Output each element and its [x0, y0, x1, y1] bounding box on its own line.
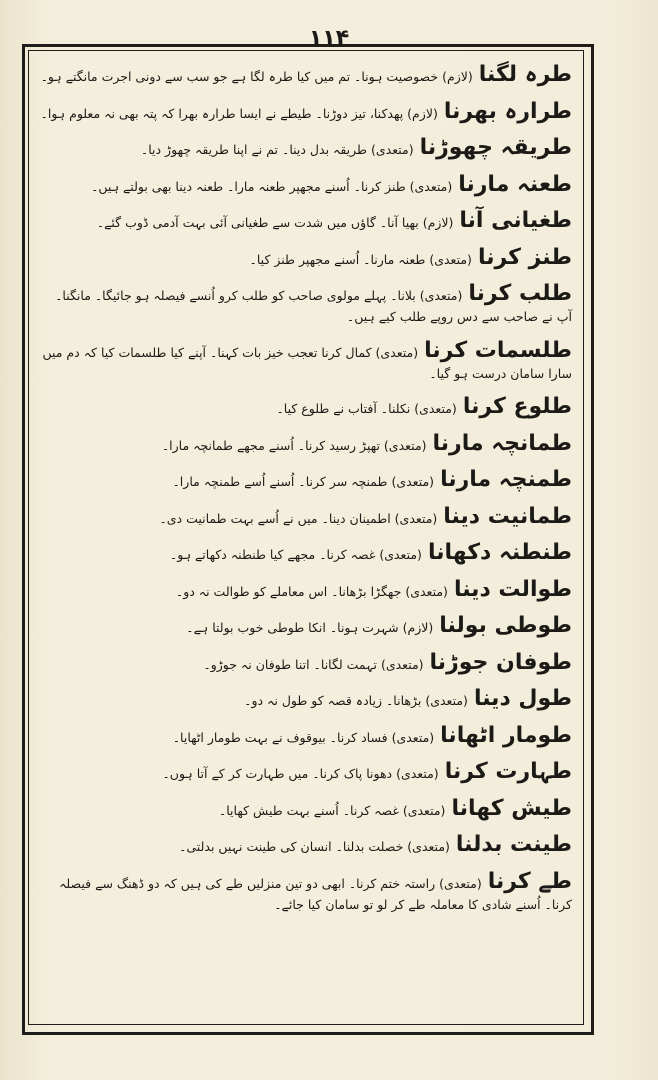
entry: [40, 281, 572, 327]
entry: [40, 504, 572, 530]
entry-headword: طمانیت دینا: [443, 503, 572, 529]
entry-definition: (لازم) شہرت ہونا۔ انکا طوطی خوب بولتا ہے۔: [186, 620, 434, 635]
entry-definition: (لازم) خصوصیت ہونا۔ تم میں کیا طرہ لگا ہے جو سب سے دونی اجرت مانگتے ہو۔: [40, 69, 473, 84]
entry-definition: (متعدی) بلانا۔ پہلے مولوی صاحب کو طلب کرو اُنسے فیصلہ ہو جائیگا۔ مانگنا۔ آپ نے صاحب سے دس روپے طلب کیے ہیں۔: [55, 288, 572, 324]
entry-headword: طمانچہ مارنا: [432, 430, 572, 456]
entry-headword: طغیانی آنا: [459, 208, 572, 233]
entry-headword: طیش کھانا: [451, 795, 572, 821]
entry: [40, 135, 572, 161]
entry-headword: طمنچہ مارنا: [440, 467, 572, 492]
entry-definition: (متعدی) دھونا پاک کرنا۔ میں طہارت کر کے آتا ہوں۔: [162, 766, 439, 781]
entry: [40, 431, 572, 457]
entry-definition: (متعدی) طنز کرنا۔ اُسنے مجھپر طعنہ مارا۔ طعنہ دینا بھی بولتے ہیں۔: [91, 178, 453, 194]
entry-definition: (متعدی) فساد کرنا۔ بیوقوف نے بہت طومار اٹھایا۔: [172, 729, 435, 745]
entry: [40, 723, 572, 749]
entry: [40, 208, 572, 234]
entry-headword: طے کرنا: [487, 868, 572, 894]
entry-definition: (متعدی) غصہ کرنا۔ مجھے کیا طنطنہ دکھاتے ہو۔: [169, 547, 422, 562]
entry-headword: طہارت کرنا: [444, 759, 572, 784]
entry-headword: طوفان جوڑنا: [429, 649, 572, 675]
entry-headword: طرہ لگنا: [478, 62, 572, 87]
entry: [40, 650, 572, 676]
entry-definition: (متعدی) خصلت بدلنا۔ انسان کی طینت نہیں بدلتی۔: [179, 839, 450, 854]
entry: [40, 869, 572, 915]
entry: [40, 467, 572, 493]
entry-headword: طرارہ بھرنا: [443, 98, 572, 124]
entry-definition: (متعدی) نکلنا۔ آفتاب نے طلوع کیا۔: [276, 401, 457, 416]
entry: [40, 172, 572, 198]
entry-definition: (لازم) پھدکنا، تیز دوڑنا۔ طیطے نے ایسا طرارہ بھرا کہ پتہ بھی نہ معلوم ہوا۔: [40, 105, 438, 121]
entry-definition: (لازم) بھیا آنا۔ گاؤں میں شدت سے طغیانی آئی بہت آدمی ڈوب گئے۔: [96, 215, 454, 230]
entry-definition: (متعدی) راستہ ختم کرنا۔ ابھی دو تین منزلیں طے کی ہیں کہ دو ڈھنگ سے فیصلہ کرنا۔ اُسنے شادی کا معاملہ طے کر لو تو سامان کیا جائے۔: [59, 875, 572, 912]
entry-definition: (متعدی) طمنچہ سر کرنا۔ اُسنے اُسے طمنچہ مارا۔: [172, 474, 435, 489]
entry-headword: طوالت دینا: [453, 576, 572, 602]
entry-definition: (متعدی) اطمینان دینا۔ میں نے اُسے بہت طمانیت دی۔: [159, 510, 438, 526]
entry-headword: طلب کرنا: [468, 281, 572, 306]
entry: [40, 62, 572, 88]
entry-headword: طنز کرنا: [477, 244, 572, 270]
entry-definition: (متعدی) تہمت لگانا۔ اتنا طوفان نہ جوڑو۔: [203, 656, 424, 672]
entry: [40, 686, 572, 712]
entry-definition: (متعدی) غصہ کرنا۔ اُسنے بہت طیش کھایا۔: [218, 802, 446, 818]
entry-headword: طول دینا: [473, 686, 572, 711]
entry-definition: (متعدی) تھپڑ رسید کرنا۔ اُسنے مجھے طمانچہ مارا۔: [161, 437, 427, 453]
entry-headword: طلسمات کرنا: [424, 337, 572, 363]
entry: [40, 245, 572, 271]
entry: [40, 613, 572, 639]
entry: [40, 832, 572, 858]
entry-headword: طینت بدلنا: [455, 832, 572, 857]
page-number: ۱۱۴: [308, 26, 350, 51]
entry: [40, 99, 572, 125]
entry-definition: (متعدی) کمال کرنا تعجب خیز بات کہنا۔ آپنے کیا طلسمات کیا کہ دم میں سارا سامان درست ہو گیا۔: [42, 344, 572, 381]
entry-headword: طوطی بولنا: [439, 613, 572, 638]
entry: [40, 394, 572, 420]
entry-headword: طلوع کرنا: [462, 394, 572, 419]
entry-headword: طریقہ چھوڑنا: [419, 135, 572, 160]
entry-definition: (متعدی) طریقہ بدل دینا۔ تم نے اپنا طریقہ چھوڑ دیا۔: [140, 142, 414, 157]
entry: [40, 577, 572, 603]
entry: [40, 759, 572, 785]
entry: [40, 338, 572, 384]
entry-definition: (متعدی) جھگڑا بڑھانا۔ اس معاملے کو طوالت نہ دو۔: [175, 583, 448, 599]
entry-headword: طومار اٹھانا: [440, 722, 572, 748]
entry: [40, 796, 572, 822]
entry-headword: طنطنہ دکھانا: [427, 540, 572, 565]
entry-definition: (متعدی) بڑھانا۔ زیادہ قصہ کو طول نہ دو۔: [244, 693, 468, 708]
entry-definition: (متعدی) طعنہ مارنا۔ اُسنے مجھپر طنز کیا۔: [249, 251, 472, 267]
entry-headword: طعنہ مارنا: [458, 171, 572, 197]
entries-list: [40, 62, 572, 1017]
entry: [40, 540, 572, 566]
